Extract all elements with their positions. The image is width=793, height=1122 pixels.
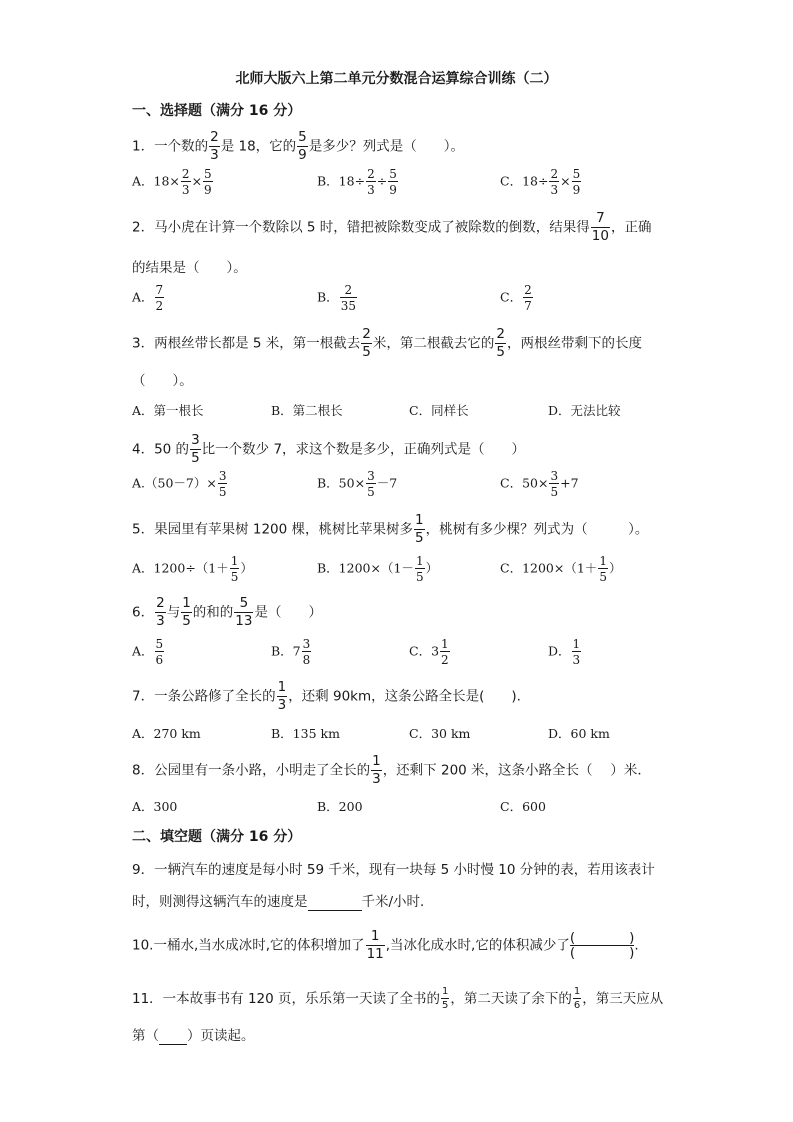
q5-option-c	[500, 555, 621, 583]
fraction-denominator: 3	[210, 146, 219, 163]
fraction-numerator: 5	[234, 597, 253, 613]
option-text: A．18×	[132, 173, 180, 189]
q3-option-c: C．同样长	[409, 403, 469, 418]
fraction	[155, 638, 165, 666]
fraction-denominator: 9	[298, 146, 307, 163]
q6-text-d: 是（ ）	[254, 604, 322, 621]
operator: ÷	[376, 173, 388, 189]
fraction-numerator: 3	[218, 469, 227, 483]
question-10	[132, 930, 639, 961]
fraction-denominator: 9	[204, 183, 212, 197]
fraction	[495, 328, 506, 359]
q7-option-c: C．30 km	[409, 726, 471, 741]
fraction-numerator: 3	[550, 469, 559, 483]
fraction-denominator: 9	[389, 183, 397, 197]
option-text: A．	[132, 289, 154, 305]
fraction-denominator: 6	[155, 653, 164, 667]
fraction-denominator: 5	[415, 570, 424, 584]
q3-option-d: D．无法比较	[548, 403, 621, 418]
fraction-numerator: 1	[415, 512, 424, 528]
fraction-numerator: 2	[362, 326, 371, 342]
q7-option-b: B．135 km	[271, 726, 340, 741]
question-7	[132, 681, 521, 712]
fraction-denominator: 5	[367, 485, 375, 499]
q4-text-b: 比一个数少 7，求这个数是多少，正确列式是（ ）	[201, 441, 526, 458]
q6-option-a	[132, 638, 165, 666]
fraction	[591, 212, 610, 243]
fraction-numerator: 3	[302, 637, 311, 651]
fraction-numerator: 1	[182, 595, 191, 611]
fraction-denominator: 7	[524, 299, 532, 313]
fraction	[203, 168, 213, 196]
fraction-denominator: 13	[235, 612, 253, 629]
fraction-numerator: 1	[572, 637, 581, 651]
option-tail: ）	[608, 560, 622, 576]
fraction	[302, 638, 312, 666]
fraction	[361, 328, 372, 359]
fraction	[371, 755, 382, 786]
q1-text-b: 是 18，它的	[220, 138, 297, 155]
q8-option-c: C．600	[500, 799, 546, 814]
fraction	[234, 597, 253, 628]
q3-option-b: B．第二根长	[271, 403, 343, 418]
fraction-numerator: 1	[599, 554, 607, 568]
fraction-denominator: 3	[372, 770, 381, 787]
option-text: A.（50－7）×	[132, 475, 217, 491]
section-heading-choice: 一、选择题（满分 16 分）	[132, 103, 302, 119]
fraction	[440, 638, 450, 666]
fraction-numerator: 7	[591, 212, 610, 228]
question-4	[132, 434, 525, 465]
section-heading-fill: 二、填空题（满分 16 分）	[132, 829, 302, 845]
option-text: C．50×	[500, 475, 549, 491]
fraction	[414, 514, 425, 545]
fraction-denominator: 35	[340, 299, 356, 313]
option-tail: ）	[240, 560, 253, 576]
q5-text-b: ，桃树有多少棵？列式为（ ）。	[425, 521, 649, 538]
q1-text-a: 1．一个数的	[132, 138, 209, 155]
option-text: A．	[132, 643, 154, 659]
option-text: C．1200×（1＋	[500, 560, 598, 576]
q5-text-a: 5．果园里有苹果树 1200 棵，桃树比苹果树多	[132, 521, 414, 538]
q11-text-line2b: ）页读起。	[187, 1028, 255, 1044]
fraction	[441, 987, 449, 1011]
fraction-denominator: 3	[156, 612, 165, 629]
fraction-numerator: 1	[442, 986, 449, 997]
option-text: D．	[548, 643, 571, 659]
fraction-numerator: 1	[366, 930, 385, 946]
question-5	[132, 514, 648, 545]
q8-text-b: ，还剩下 200 米，这条小路全长（ ）米．	[382, 762, 651, 779]
fraction	[549, 470, 559, 498]
q4-option-b	[317, 470, 397, 498]
option-text: B．50×	[317, 475, 366, 491]
fraction-denominator: 3	[572, 653, 581, 667]
fraction-numerator: 2	[156, 595, 165, 611]
fraction	[572, 168, 582, 196]
fraction-numerator: 2	[181, 167, 190, 181]
fraction-denominator: 5	[496, 343, 505, 360]
q1-option-a	[132, 168, 214, 196]
fraction	[181, 168, 191, 196]
question-11-line2	[132, 1024, 255, 1045]
fraction-numerator: 5	[389, 167, 397, 181]
fraction-denominator: 3	[367, 183, 375, 197]
question-3-line2: （ ）。	[132, 373, 193, 389]
q7-text-a: 7．一条公路修了全长的	[132, 688, 276, 705]
fraction-numerator: 2	[550, 167, 559, 181]
question-8	[132, 755, 651, 786]
fraction-denominator: 5	[442, 1000, 449, 1011]
q2-option-c	[500, 284, 534, 312]
fraction-numerator: 2	[210, 129, 219, 145]
option-text: A．1200÷（1＋	[132, 560, 229, 576]
fraction-denominator: 3	[181, 183, 190, 197]
fraction	[572, 638, 582, 666]
fraction-denominator: 5	[362, 343, 371, 360]
fraction	[181, 597, 192, 628]
fraction-denominator: 9	[572, 183, 581, 197]
q6-option-b	[271, 638, 312, 666]
option-tail: ）	[425, 560, 439, 576]
q6-text-b: 与	[166, 604, 181, 621]
answer-blank[interactable]	[159, 1028, 187, 1045]
q8-option-a: A．300	[132, 799, 178, 814]
operator: ×	[191, 173, 203, 189]
q10-text-b: ,当冰化成水时,它的体积减少了	[385, 937, 570, 954]
option-text: B．7	[271, 643, 301, 659]
option-text: C．18÷	[500, 173, 549, 189]
fraction	[297, 131, 308, 162]
fraction-numerator: 1	[372, 753, 381, 769]
option-text: B．1200×（1－	[317, 560, 414, 576]
fraction	[598, 555, 608, 583]
question-3	[132, 328, 642, 359]
q2-option-a	[132, 284, 165, 312]
fraction-denominator: 5	[599, 570, 607, 584]
fraction-denominator: 5	[415, 529, 424, 546]
q8-text-a: 8．公园里有一条小路，小明走了全长的	[132, 762, 371, 779]
q3-text-b: 米，第二根截去它的	[372, 335, 495, 352]
q10-text-end: .	[634, 937, 639, 954]
q11-text-a: 11．一本故事书有 120 页，乐乐第一天读了全书的	[132, 991, 441, 1007]
fraction	[366, 930, 385, 961]
q5-option-a	[132, 555, 253, 583]
q2-text-b: ，正确	[610, 219, 652, 236]
q6-option-c	[409, 638, 451, 666]
option-text: B．18÷	[317, 173, 366, 189]
fraction	[190, 434, 201, 465]
option-tail: +7	[560, 475, 579, 491]
fraction-numerator: 5	[298, 129, 307, 145]
fraction-denominator: 5	[550, 485, 559, 499]
fraction-numerator: 5	[572, 167, 581, 181]
fraction	[415, 555, 425, 583]
q10-text-a: 10.一桶水,当水成冰时,它的体积增加了	[132, 937, 365, 954]
fraction	[523, 284, 533, 312]
fraction	[366, 168, 376, 196]
fraction-denominator: 3	[277, 696, 287, 713]
q7-text-b: ，还剩 90km，这条公路全长是( ).	[288, 688, 521, 705]
fraction-denominator: 2	[155, 299, 164, 313]
fraction-denominator: 10	[591, 227, 609, 244]
fraction	[340, 284, 357, 312]
fraction	[230, 555, 240, 583]
q1-option-c	[500, 168, 582, 196]
fraction-numerator: 1	[277, 679, 287, 695]
fraction-denominator: 5	[182, 612, 191, 629]
fraction-denominator: 6	[573, 1000, 581, 1011]
fraction-denominator: 5	[230, 570, 239, 584]
q9-text-a: 时，则测得这辆汽车的速度是	[132, 894, 308, 910]
q4-option-c	[500, 470, 579, 498]
q11-text-line2a: 第（	[132, 1028, 159, 1044]
q7-option-a: A．270 km	[132, 726, 201, 741]
q1-option-b	[317, 168, 399, 196]
q9-text-b: 千米/小时．	[361, 894, 434, 910]
question-9-line2	[132, 890, 434, 911]
question-2-line2: 的结果是（ ）。	[132, 260, 247, 276]
q6-text-c: 的和的	[192, 604, 234, 621]
fraction	[573, 987, 581, 1011]
fraction	[218, 470, 228, 498]
question-2	[132, 212, 651, 243]
operator: ×	[560, 173, 571, 189]
q5-option-b	[317, 555, 438, 583]
fraction-denominator: 11	[366, 945, 384, 962]
fraction	[277, 681, 288, 712]
page-title: 北师大版六上第二单元分数混合运算综合训练（二）	[235, 71, 558, 87]
fraction-numerator: 1	[441, 637, 449, 651]
q4-option-a	[132, 470, 228, 498]
option-text: C．	[500, 289, 523, 305]
fraction-numerator: 3	[367, 469, 375, 483]
fraction	[155, 284, 165, 312]
fraction	[366, 470, 376, 498]
fraction-numerator: 2	[367, 167, 375, 181]
fraction-numerator: 5	[155, 637, 164, 651]
fraction-denominator: 8	[302, 653, 311, 667]
fraction-numerator: 3	[191, 432, 200, 448]
q2-option-b	[317, 284, 358, 312]
question-6	[132, 597, 322, 628]
fraction-numerator: 2	[524, 283, 532, 297]
option-text: C．3	[409, 643, 440, 659]
fraction-denominator: 5	[191, 449, 200, 466]
question-9: 9．一辆汽车的速度是每小时 59 千米，现有一块每 5 小时慢 10 分钟的表，若用该表计	[132, 862, 655, 878]
answer-denominator-blank[interactable]: ( )	[569, 945, 635, 961]
answer-fraction-blank[interactable]	[570, 931, 635, 960]
q6-text-a: 6．	[132, 604, 155, 621]
fraction-numerator: 1	[230, 554, 239, 568]
q3-text-a: 3．两根丝带长都是 5 米，第一根截去	[132, 335, 361, 352]
q3-option-a: A．第一根长	[132, 403, 204, 418]
fraction-numerator: 1	[573, 986, 581, 997]
q11-text-b: ，第二天读了余下的	[450, 991, 572, 1007]
fraction	[549, 168, 559, 196]
question-1	[132, 131, 464, 162]
q3-text-c: ，两根丝带剩下的长度	[506, 335, 642, 352]
answer-blank[interactable]	[308, 894, 362, 911]
q11-text-c: ，第三天应从	[582, 991, 664, 1007]
q7-option-d: D．60 km	[548, 726, 610, 741]
q2-text-a: 2．马小虎在计算一个数除以 5 时，错把被除数变成了被除数的倒数，结果得	[132, 219, 590, 236]
fraction-numerator: 7	[155, 283, 164, 297]
fraction-denominator: 2	[441, 653, 449, 667]
fraction-numerator: 1	[415, 554, 424, 568]
option-tail: －7	[376, 475, 398, 491]
fraction-numerator: 5	[204, 167, 212, 181]
answer-numerator-blank[interactable]: ( )	[569, 929, 635, 946]
question-11	[132, 987, 663, 1011]
fraction-denominator: 5	[218, 485, 227, 499]
q6-option-d	[548, 638, 582, 666]
q8-option-b: B．200	[317, 799, 363, 814]
fraction-denominator: 3	[550, 183, 559, 197]
fraction	[388, 168, 398, 196]
q1-text-c: 是多少？列式是（ ）。	[308, 138, 465, 155]
fraction-numerator: 2	[496, 326, 505, 342]
fraction-numerator: 2	[340, 284, 357, 298]
fraction	[155, 597, 166, 628]
q4-text-a: 4．50 的	[132, 441, 190, 458]
option-text: B．	[317, 289, 339, 305]
fraction	[209, 131, 220, 162]
